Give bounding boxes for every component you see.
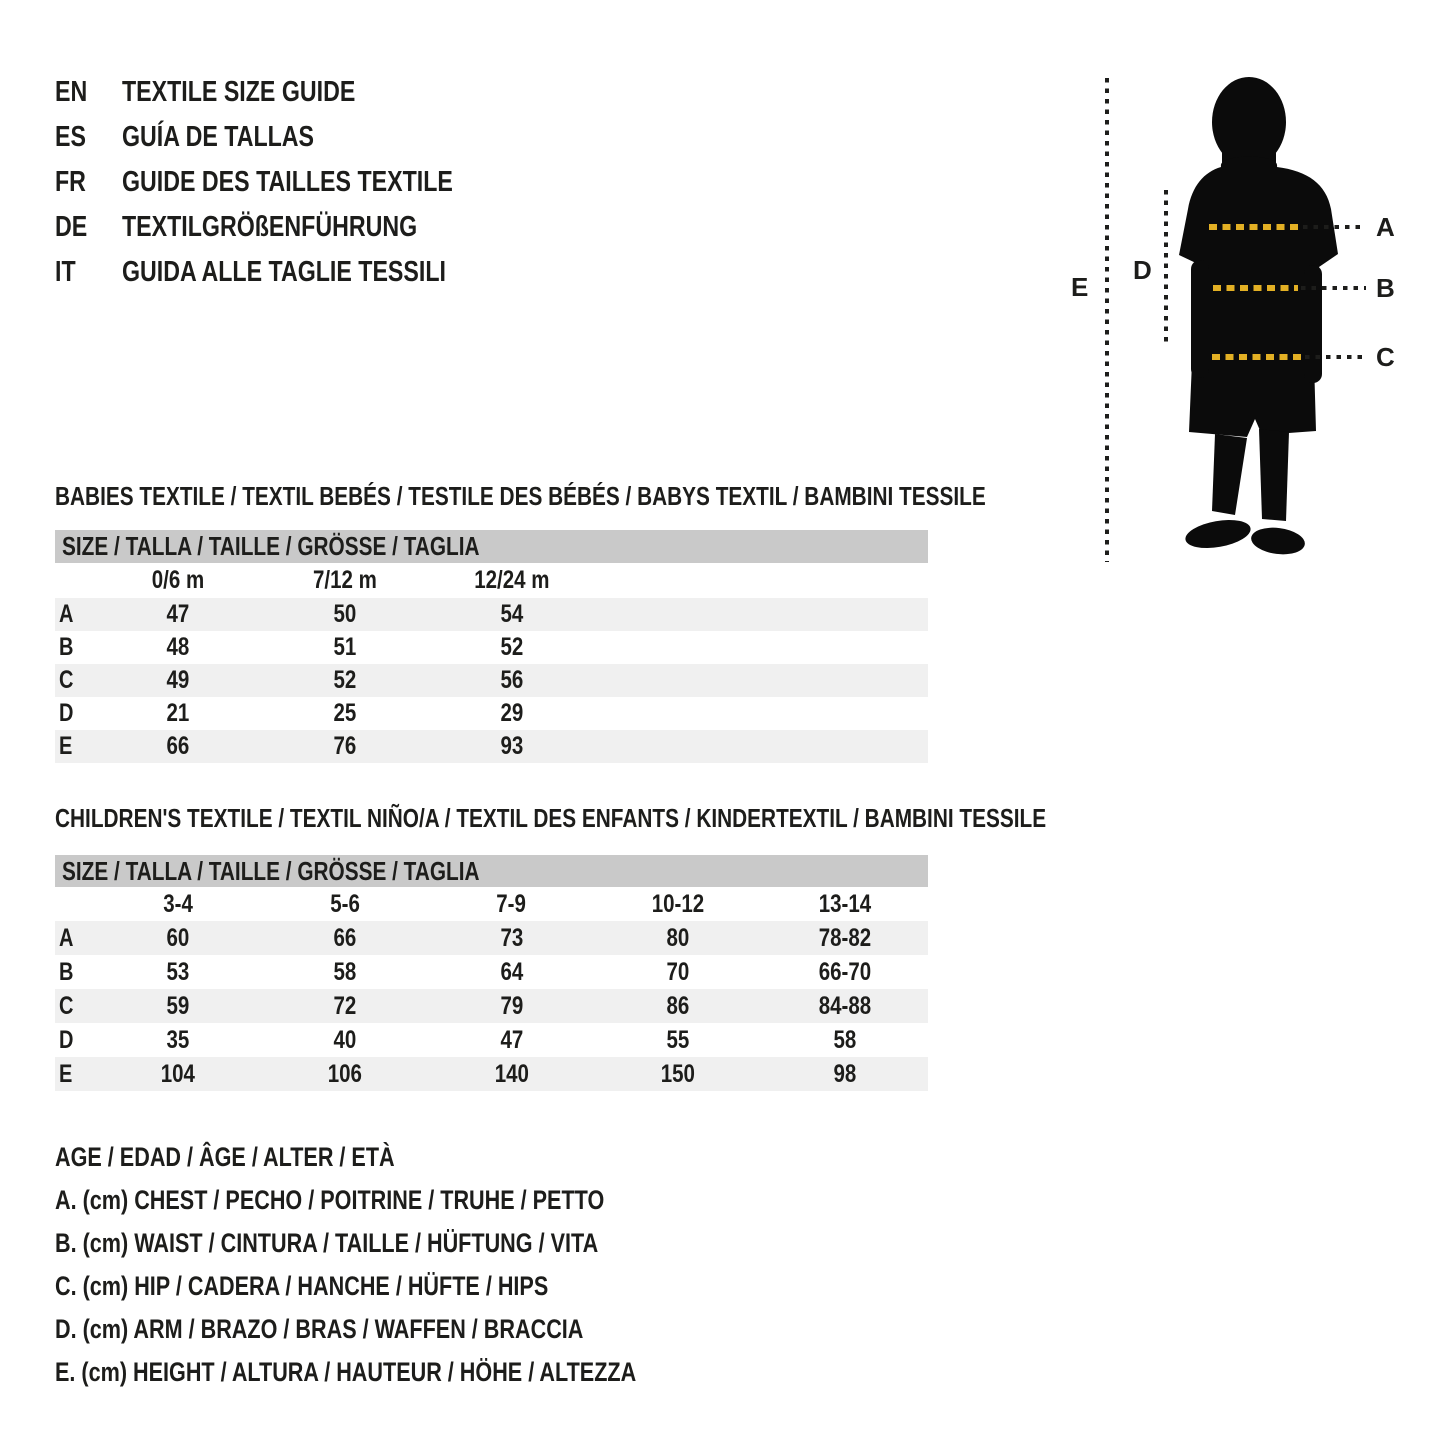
language-code: IT bbox=[55, 256, 76, 288]
table-cell: 64 bbox=[500, 957, 523, 986]
table-cell-empty bbox=[761, 598, 928, 631]
corner-cell bbox=[55, 887, 95, 921]
table-row bbox=[55, 921, 928, 955]
legend-line-waist: B. (cm) WAIST / CINTURA / TAILLE / HÜFTUNG / VITA bbox=[55, 1228, 599, 1258]
table-cell: 47 bbox=[500, 1025, 523, 1054]
column-header: 12/24 m bbox=[473, 566, 550, 594]
babies-column-header-row bbox=[55, 563, 928, 598]
language-title: GUÍA DE TALLAS bbox=[122, 121, 315, 153]
silhouette-right-foot bbox=[1250, 525, 1307, 557]
row-label: B bbox=[59, 957, 74, 986]
row-label: E bbox=[59, 1059, 73, 1088]
table-row bbox=[55, 955, 928, 989]
table-cell: 50 bbox=[333, 600, 357, 628]
language-code: FR bbox=[55, 166, 86, 198]
babies-section-title-text: BABIES TEXTILE / TEXTIL BEBÉS / TESTILE DES BÉBÉS / BABYS TEXTIL / BAMBINI TESSILE bbox=[55, 481, 986, 511]
table-cell: 55 bbox=[666, 1025, 690, 1054]
children-section-title bbox=[55, 804, 1294, 832]
row-label: C bbox=[59, 666, 74, 694]
table-cell: 66 bbox=[166, 732, 190, 760]
table-cell-empty bbox=[761, 664, 928, 697]
corner-cell bbox=[55, 563, 95, 598]
silhouette-left-arm bbox=[1191, 260, 1209, 378]
table-cell-empty bbox=[595, 664, 762, 697]
table-cell: 72 bbox=[333, 991, 357, 1020]
legend-line-hip: C. (cm) HIP / CADERA / HANCHE / HÜFTE / HIPS bbox=[55, 1271, 549, 1301]
table-cell: 66 bbox=[333, 923, 357, 952]
table-cell: 29 bbox=[500, 699, 523, 727]
table-cell: 59 bbox=[166, 991, 190, 1020]
table-row bbox=[55, 598, 928, 631]
table-cell: 40 bbox=[333, 1025, 357, 1054]
table-cell: 106 bbox=[327, 1059, 362, 1088]
table-cell: 73 bbox=[500, 923, 523, 952]
table-cell: 84-88 bbox=[818, 991, 871, 1020]
language-code: ES bbox=[55, 121, 86, 153]
language-row bbox=[55, 70, 536, 115]
legend-line-arm: D. (cm) ARM / BRAZO / BRAS / WAFFEN / BRACCIA bbox=[55, 1314, 584, 1344]
silhouette-right-arm bbox=[1304, 265, 1322, 383]
measure-label-d: D bbox=[1133, 255, 1152, 285]
table-cell-empty bbox=[595, 730, 762, 763]
table-row bbox=[55, 1057, 928, 1091]
legend-line-chest: A. (cm) CHEST / PECHO / POITRINE / TRUHE / PETTO bbox=[55, 1185, 605, 1215]
language-row bbox=[55, 250, 536, 295]
language-code: DE bbox=[55, 211, 88, 243]
table-cell: 66-70 bbox=[818, 957, 871, 986]
column-header-empty bbox=[761, 563, 928, 598]
table-cell: 150 bbox=[660, 1059, 696, 1088]
table-row bbox=[55, 989, 928, 1023]
language-row bbox=[55, 205, 536, 250]
row-label: A bbox=[59, 923, 74, 952]
table-cell: 48 bbox=[166, 633, 190, 661]
table-cell: 25 bbox=[333, 699, 357, 727]
table-cell: 52 bbox=[500, 633, 523, 661]
row-label: A bbox=[59, 600, 74, 628]
column-header: 5-6 bbox=[330, 889, 360, 918]
row-label: D bbox=[59, 699, 74, 727]
babies-size-header-text: SIZE / TALLA / TAILLE / GRÖSSE / TAGLIA bbox=[62, 531, 480, 561]
children-column-header-row bbox=[55, 887, 928, 921]
table-cell: 70 bbox=[666, 957, 690, 986]
silhouette-right-leg bbox=[1259, 429, 1289, 521]
legend-line-height: E. (cm) HEIGHT / ALTURA / HAUTEUR / HÖHE / ALTEZZA bbox=[55, 1357, 637, 1387]
column-header: 10-12 bbox=[651, 889, 705, 918]
measure-label-a: A bbox=[1376, 212, 1395, 242]
table-row bbox=[55, 631, 928, 664]
table-cell-empty bbox=[761, 697, 928, 730]
column-header: 7/12 m bbox=[312, 566, 377, 594]
column-header: 0/6 m bbox=[152, 566, 205, 594]
language-title: GUIDA ALLE TAGLIE TESSILI bbox=[122, 256, 446, 288]
legend-line-age: AGE / EDAD / ÂGE / ALTER / ETÀ bbox=[55, 1142, 395, 1172]
measurement-legend bbox=[55, 1136, 781, 1394]
table-cell: 56 bbox=[500, 666, 523, 694]
children-size-header-text: SIZE / TALLA / TAILLE / GRÖSSE / TAGLIA bbox=[62, 856, 480, 886]
table-cell-empty bbox=[595, 631, 762, 664]
row-label: C bbox=[59, 991, 74, 1020]
table-cell: 54 bbox=[500, 600, 523, 628]
table-cell: 93 bbox=[500, 732, 523, 760]
measure-label-b: B bbox=[1376, 273, 1395, 303]
table-cell: 86 bbox=[666, 991, 690, 1020]
table-cell: 51 bbox=[333, 633, 357, 661]
language-header bbox=[55, 70, 536, 295]
table-cell: 78-82 bbox=[818, 923, 871, 952]
measure-label-c: C bbox=[1376, 342, 1395, 372]
language-code: EN bbox=[55, 76, 88, 108]
language-title: TEXTILE SIZE GUIDE bbox=[122, 76, 356, 108]
language-title: GUIDE DES TAILLES TEXTILE bbox=[122, 166, 453, 198]
children-section-title-text: CHILDREN'S TEXTILE / TEXTIL NIÑO/A / TEXTIL DES ENFANTS / KINDERTEXTIL / BAMBINI TESSILE bbox=[55, 803, 1047, 833]
table-row bbox=[55, 730, 928, 763]
table-cell: 104 bbox=[161, 1059, 196, 1088]
babies-size-table bbox=[55, 530, 928, 763]
table-cell: 80 bbox=[666, 923, 690, 952]
language-row bbox=[55, 115, 536, 160]
table-cell: 60 bbox=[166, 923, 190, 952]
row-label: D bbox=[59, 1025, 74, 1054]
table-cell: 79 bbox=[500, 991, 523, 1020]
table-cell: 47 bbox=[166, 600, 190, 628]
measure-label-e: E bbox=[1071, 272, 1089, 302]
table-cell: 140 bbox=[494, 1059, 529, 1088]
column-header-empty bbox=[595, 563, 762, 598]
table-cell: 76 bbox=[333, 732, 357, 760]
column-header: 7-9 bbox=[496, 889, 527, 918]
table-cell-empty bbox=[761, 631, 928, 664]
row-label: B bbox=[59, 633, 74, 661]
table-row bbox=[55, 1023, 928, 1057]
table-cell: 98 bbox=[833, 1059, 857, 1088]
silhouette-left-foot bbox=[1183, 515, 1253, 552]
language-title: TEXTILGRÖßENFÜHRUNG bbox=[122, 211, 418, 243]
babies-section-title bbox=[55, 482, 1218, 510]
table-cell-empty bbox=[595, 598, 762, 631]
table-row bbox=[55, 664, 928, 697]
language-row bbox=[55, 160, 536, 205]
table-row bbox=[55, 697, 928, 730]
table-cell: 58 bbox=[333, 957, 357, 986]
table-cell-empty bbox=[595, 697, 762, 730]
table-cell: 21 bbox=[166, 699, 190, 727]
table-cell-empty bbox=[761, 730, 928, 763]
table-cell: 58 bbox=[833, 1025, 857, 1054]
table-cell: 52 bbox=[333, 666, 357, 694]
table-cell: 35 bbox=[166, 1025, 190, 1054]
row-label: E bbox=[59, 732, 73, 760]
table-cell: 49 bbox=[166, 666, 190, 694]
children-size-table bbox=[55, 855, 928, 1091]
children-size-header-bar bbox=[55, 855, 928, 887]
column-header: 3-4 bbox=[163, 889, 194, 918]
babies-size-header-bar bbox=[55, 530, 928, 563]
column-header: 13-14 bbox=[818, 889, 871, 918]
table-cell: 53 bbox=[166, 957, 190, 986]
